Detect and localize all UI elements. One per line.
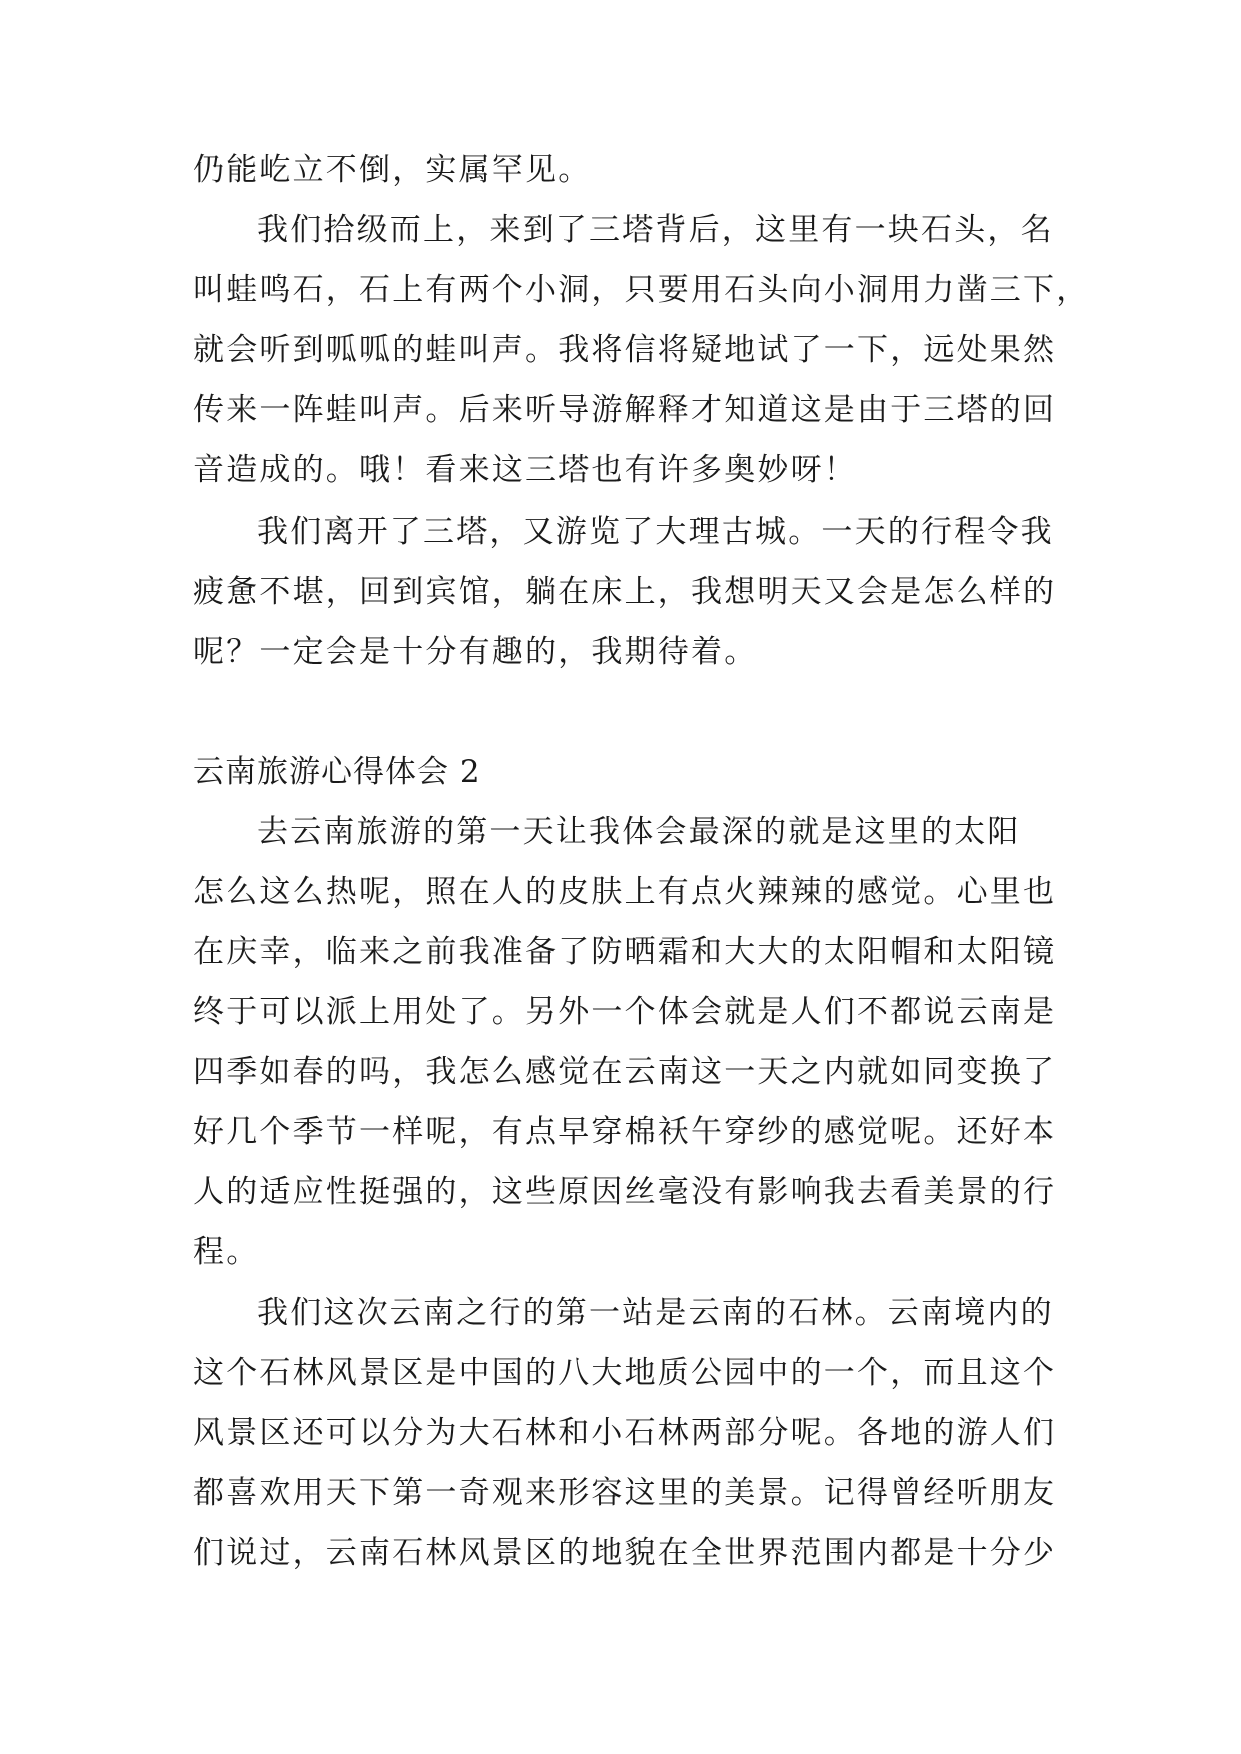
paragraph-first-line: 我们拾级而上，来到了三塔背后，这里有一块石头，名 — [257, 212, 1054, 248]
text-line: 就会听到呱呱的蛙叫声。我将信将疑地试了一下，远处果然 — [193, 332, 1057, 368]
text-line: 终于可以派上用处了。另外一个体会就是人们不都说云南是 — [193, 994, 1057, 1030]
text-line: 程。 — [193, 1234, 260, 1270]
text-line: 风景区还可以分为大石林和小石林两部分呢。各地的游人们 — [193, 1415, 1057, 1451]
text-line: 怎么这么热呢，照在人的皮肤上有点火辣辣的感觉。心里也 — [193, 874, 1057, 910]
text-line: 传来一阵蛙叫声。后来听导游解释才知道这是由于三塔的回 — [193, 392, 1057, 428]
text-line: 音造成的。哦！看来这三塔也有许多奥妙呀！ — [193, 452, 857, 488]
text-line: 都喜欢用天下第一奇观来形容这里的美景。记得曾经听朋友 — [193, 1475, 1057, 1511]
text-line: 呢？一定会是十分有趣的，我期待着。 — [193, 634, 758, 670]
paragraph-first-line: 我们这次云南之行的第一站是云南的石林。云南境内的 — [257, 1295, 1054, 1331]
text-line: 叫蛙鸣石，石上有两个小洞，只要用石头向小洞用力凿三下， — [193, 272, 1090, 308]
paragraph-first-line: 去云南旅游的第一天让我体会最深的就是这里的太阳 — [257, 814, 1021, 850]
paragraph-first-line: 我们离开了三塔，又游览了大理古城。一天的行程令我 — [257, 514, 1054, 550]
text-line: 人的适应性挺强的，这些原因丝毫没有影响我去看美景的行 — [193, 1174, 1057, 1210]
text-line: 好几个季节一样呢，有点早穿棉袄午穿纱的感觉呢。还好本 — [193, 1114, 1057, 1150]
text-line: 们说过，云南石林风景区的地貌在全世界范围内都是十分少 — [193, 1535, 1057, 1571]
text-line: 仍能屹立不倒，实属罕见。 — [193, 152, 592, 188]
text-line: 疲惫不堪，回到宾馆，躺在床上，我想明天又会是怎么样的 — [193, 574, 1057, 610]
text-line: 在庆幸，临来之前我准备了防晒霜和大大的太阳帽和太阳镜 — [193, 934, 1057, 970]
text-line: 四季如春的吗，我怎么感觉在云南这一天之内就如同变换了 — [193, 1054, 1057, 1090]
text-line: 这个石林风景区是中国的八大地质公园中的一个，而且这个 — [193, 1355, 1057, 1391]
section-heading: 云南旅游心得体会 2 — [193, 754, 481, 790]
